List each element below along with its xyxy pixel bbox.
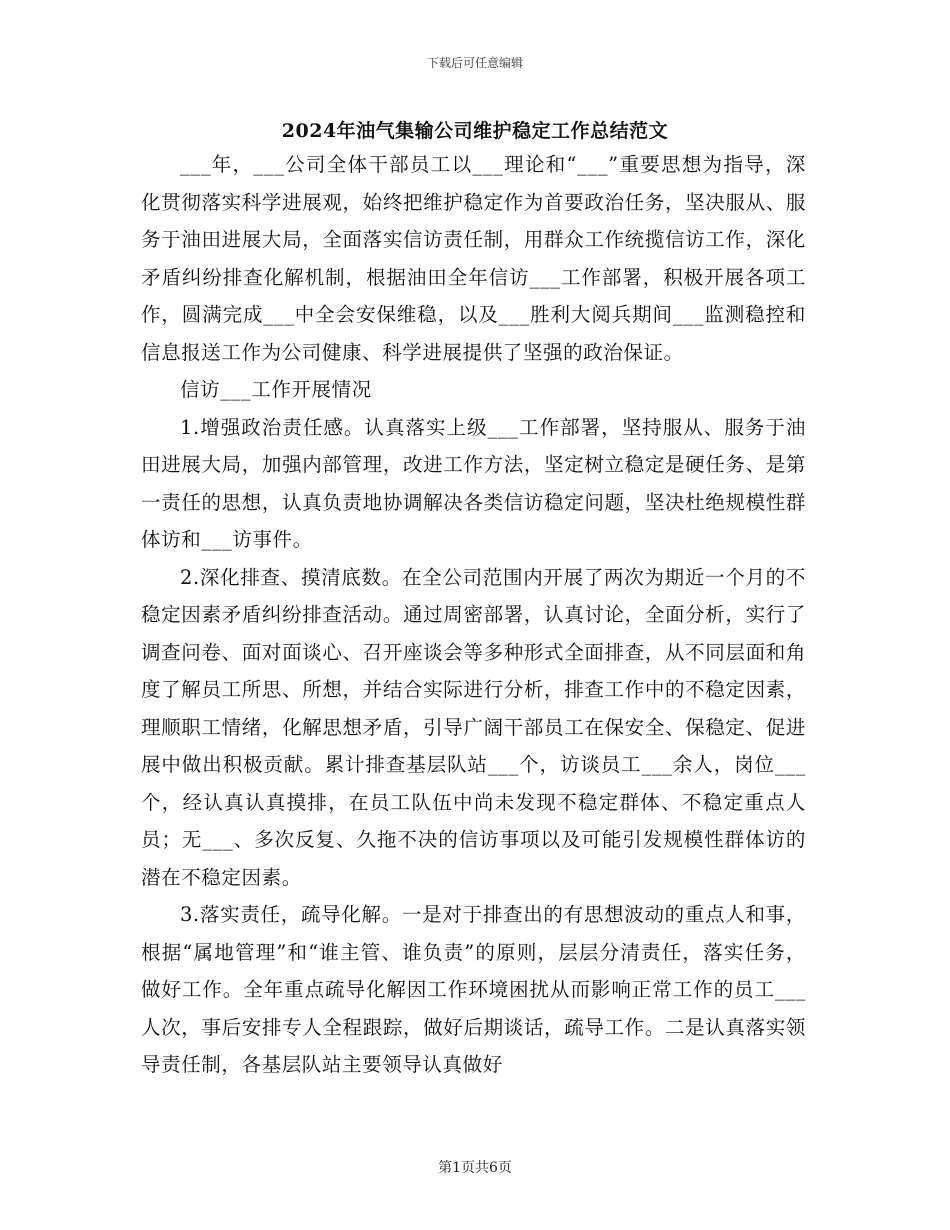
- paragraph-item-2: 2.深化排查、摸清底数。在全公司范围内开展了两次为期近一个月的不稳定因素矛盾纠纷排查活动。通过周密部署，认真讨论，全面分析，实行了调查问卷、面对面谈心、召开座谈会等多种形式全面排查，从不同层面和角度了解员工所思、所想，并结合实际进行分析，排查工作中的不稳定因素，理顺职工情绪，化解思想矛盾，引导广阔干部员工在保安全、保稳定、促进展中做出积极贡献。累计排查基层队站___个，访谈员工___余人，岗位___个，经认真认真摸排，在员工队伍中尚未发现不稳定群体、不稳定重点人员；无___、多次反复、久拖不决的信访事项以及可能引发规模性群体访的潜在不稳定因素。: [141, 565, 806, 889]
- header-note: 下载后可任意编辑: [426, 56, 523, 70]
- document-title: 2024年油气集输公司维护稳定工作总结范文: [281, 120, 669, 142]
- page-footer: 第1页共6页: [438, 1160, 512, 1176]
- section-heading: 信访___工作开展情况: [180, 378, 372, 401]
- paragraph-intro: ___年，___公司全体干部员工以___理论和“___”重要思想为指导，深化贯彻落实科学进展观，始终把维护稳定作为首要政治任务，坚决服从、服务于油田进展大局，全面落实信访责任制，用群众工作统揽信访工作，深化矛盾纠纷排查化解机制，根据油田全年信访___工作部署，积极开展各项工作，圆满完成___中全会安保维稳，以及___胜利大阅兵期间___监测稳控和信息报送工作为公司健康、科学进展提供了坚强的政治保证。: [141, 153, 806, 364]
- paragraph-item-3: 3.落实责任，疏导化解。一是对于排查出的有思想波动的重点人和事，根据“属地管理”和“谁主管、谁负责”的原则，层层分清责任，落实任务，做好工作。全年重点疏导化解因工作环境困扰从而影响正常工作的员工___人次，事后安排专人全程跟踪，做好后期谈话，疏导工作。二是认真落实领导责任制，各基层队站主要领导认真做好: [141, 903, 806, 1076]
- document-body: [141, 146, 806, 1084]
- paragraph-item-1: 1.增强政治责任感。认真落实上级___工作部署，坚持服从、服务于油田进展大局，加强内部管理，改进工作方法，坚定树立稳定是硬任务、是第一责任的思想，认真负责地协调解决各类信访稳定问题，坚决杜绝规模性群体访和___访事件。: [141, 415, 806, 551]
